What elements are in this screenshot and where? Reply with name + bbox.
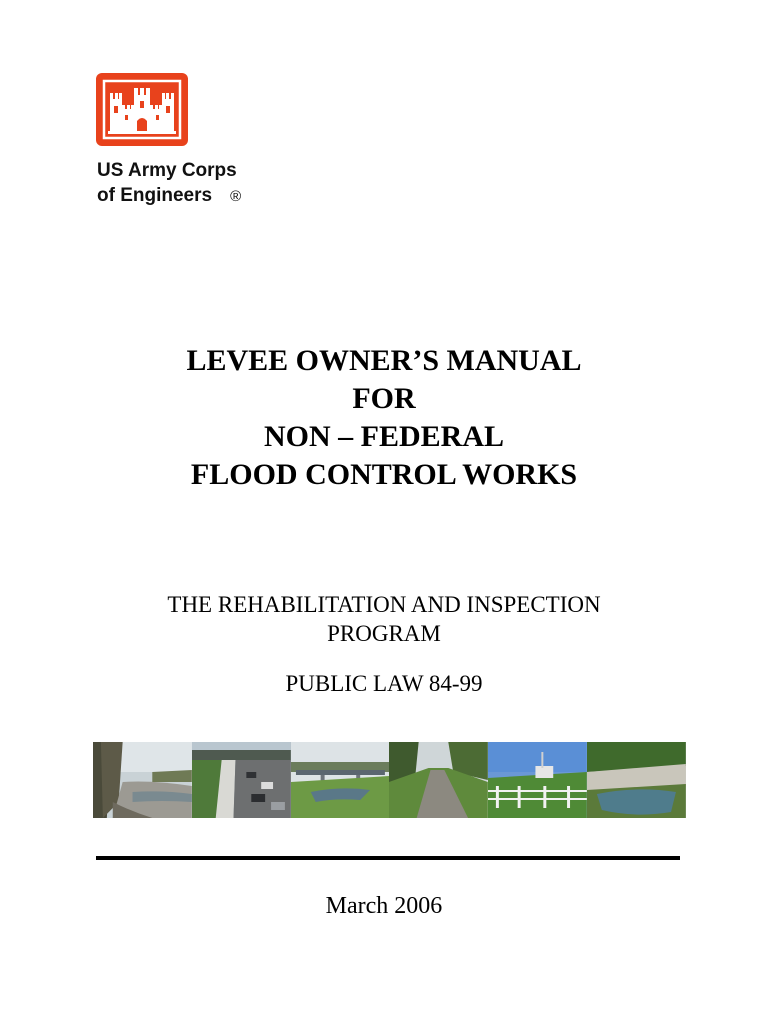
highway-floodwall-photo — [192, 742, 291, 818]
title-line-4: FLOOD CONTROL WORKS — [190, 458, 578, 491]
subtitle-line-2: PROGRAM — [327, 621, 441, 646]
pond-slope-photo — [587, 742, 686, 818]
document-title — [0, 342, 768, 494]
horizontal-rule — [96, 856, 680, 860]
gravel-levee-path-photo — [389, 742, 488, 818]
title-line-3: NON – FEDERAL — [263, 420, 504, 453]
publication-date: March 2006 — [325, 893, 443, 919]
organization-line-2-text: of Engineers — [97, 185, 213, 206]
public-law-label: PUBLIC LAW 84-99 — [285, 671, 483, 696]
organization-line-1: US Army Corps — [97, 160, 237, 181]
photo-strip — [93, 742, 686, 818]
river-bank-trees-photo — [93, 742, 192, 818]
bridge-channel-photo — [291, 742, 390, 818]
white-fence-levee-photo — [488, 742, 587, 818]
organization-name — [97, 158, 241, 209]
organization-line-2 — [97, 183, 241, 209]
program-subtitle — [0, 590, 768, 648]
title-line-1: LEVEE OWNER’S MANUAL — [186, 344, 582, 377]
registered-mark: ® — [230, 188, 242, 205]
subtitle-line-1: THE REHABILITATION AND INSPECTION — [167, 592, 601, 617]
title-line-2: FOR — [352, 382, 416, 415]
usace-castle-logo — [96, 73, 188, 146]
